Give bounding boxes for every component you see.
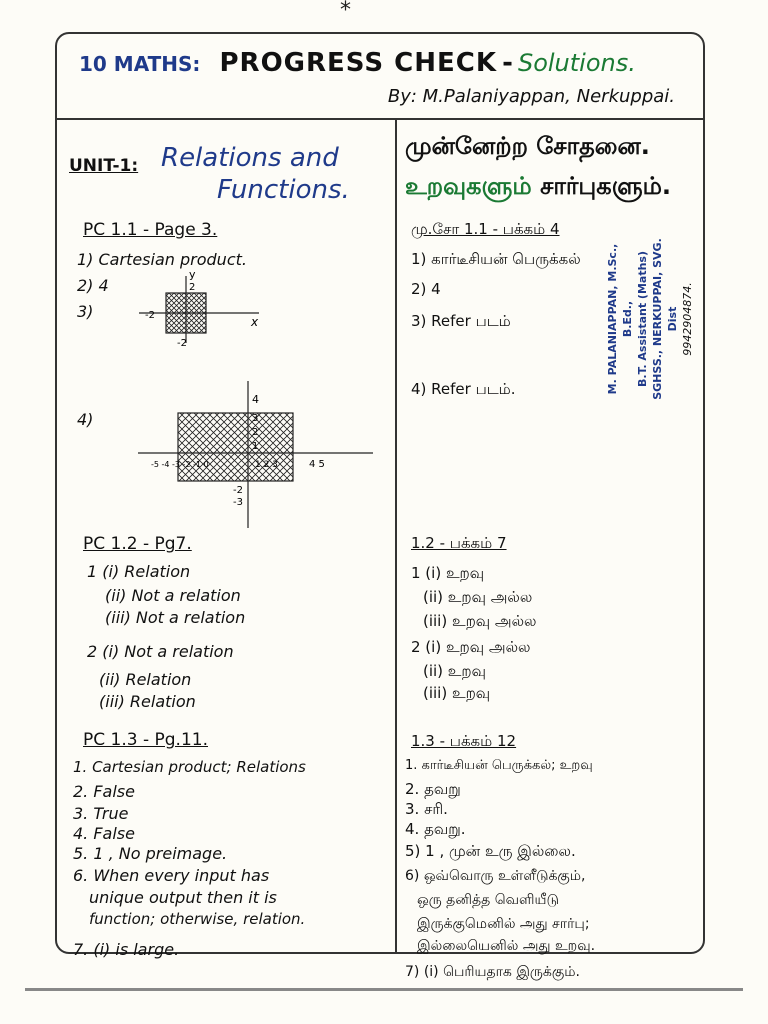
pc13-answer-4: 4. False [73,824,135,843]
ta-pc13-answer-7: 7) (i) பெரியதாக இருக்கும். [405,964,580,980]
page-frame [55,32,705,980]
ta-pc12-q1-ii: (ii) உறவு அல்ல [423,588,533,606]
column-divider [395,118,397,952]
stamp-phone: 9942904874. [681,282,694,356]
page-title: PROGRESS CHECK [219,48,497,78]
ta-pc13-answer-6c: இருக்குமெனில் அது சார்பு; [417,916,590,932]
ta-pc13-heading: 1.3 - பக்கம் 12 [411,732,517,750]
pc12-q1-ii: (ii) Not a relation [105,586,241,605]
pc12-q1-i: 1 (i) Relation [87,562,191,581]
small-x-label: x [251,315,259,329]
large-graph [133,373,383,533]
large-tick-1: 1 [252,441,259,452]
pc12-q2-iii: (iii) Relation [99,692,196,711]
ta-pc11-answer-1: 1) கார்டீசியன் பெருக்கல் [411,250,581,268]
unit-tag: UNIT-1: [69,156,139,176]
large-tick-neg2: -2 [233,485,243,496]
unit-title-line-2: Functions. [217,175,350,205]
ta-pc12-q2-iii: (iii) உறவு [423,684,491,702]
large-tick-neg3: -3 [233,497,243,508]
ta-pc11-heading: மு.சோ 1.1 - பக்கம் 4 [411,220,560,238]
large-tick-4: 4 [252,393,259,406]
large-tick-2: 2 [252,427,259,438]
ta-pc13-answer-2: 2. தவறு [405,780,461,798]
header-divider [57,118,703,120]
ta-pc13-answer-4: 4. தவறு. [405,820,466,838]
star-mark: * [340,0,351,23]
teacher-stamp [605,234,695,404]
ta-pc13-answer-6d: இல்லையெனில் அது உறவு. [417,938,596,954]
grade-label: 10 MATHS: [79,52,201,76]
ta-pc13-answer-6a: 6) ஒவ்வொரு உள்ளீடுக்கும், [405,868,586,884]
pc11-answer-1: 1) Cartesian product. [77,250,247,269]
ta-pc11-answer-2: 2) 4 [411,280,441,298]
stamp-line-3: SGHSS., NERKUPPAI, SVG. Dist [651,238,679,400]
large-x-negative-ticks: -5 -4 -3 -2 -1 0 [151,460,209,469]
small-tick-neg2-y: -2 [177,338,187,348]
pc13-answer-6a: 6. When every input has [73,866,270,885]
author-line: By: M.Palaniyappan, Nerkuppai. [387,86,675,107]
ta-pc13-answer-3: 3. சரி. [405,800,448,818]
pc11-answer-4: 4) [77,410,94,429]
large-hatched-region [178,413,293,481]
small-tick-neg2-x: -2 [145,310,155,321]
ta-pc11-answer-4: 4) Refer படம். [411,380,516,398]
tamil-heading-line-2 [405,166,671,206]
pc12-q2-ii: (ii) Relation [99,670,192,689]
solutions-label: Solutions. [517,49,636,77]
pc13-answer-3: 3. True [73,804,129,823]
ta-pc12-q2-i: 2 (i) உறவு அல்ல [411,638,531,656]
tamil-heading-line-1: முன்னேற்ற சோதனை. [405,132,650,160]
title-row [79,48,636,78]
page-bottom-edge [25,988,743,991]
tamil-heading-functions: சார்புகளும். [540,172,672,200]
tamil-heading-relations: உறவுகளும் [405,172,532,200]
large-x-ticks-4-5: 4 5 [309,459,325,470]
pc11-answer-3: 3) [77,302,94,321]
pc13-answer-5: 5. 1 , No preimage. [73,844,228,863]
small-y-label: y [189,268,196,281]
pc13-answer-1: 1. Cartesian product; Relations [73,758,306,776]
pc12-q2-i: 2 (i) Not a relation [87,642,234,661]
small-hatched-region [166,293,206,333]
stamp-line-2: B.T. Assistant (Maths) [636,251,649,387]
pc12-heading: PC 1.2 - Pg7. [83,534,192,554]
ta-pc13-answer-5: 5) 1 , முன் உரு இல்லை. [405,842,576,860]
pc13-answer-7: 7. (i) is large. [73,940,180,959]
pc13-answer-2: 2. False [73,782,135,801]
pc11-heading: PC 1.1 - Page 3. [83,220,218,240]
pc13-heading: PC 1.3 - Pg.11. [83,730,208,750]
ta-pc11-answer-3: 3) Refer படம் [411,312,511,330]
ta-pc13-answer-6b: ஒரு தனித்த வெளியீடு [417,892,559,908]
unit-title [161,142,350,206]
unit-title-line-1: Relations and [161,143,339,173]
pc13-answer-6b: unique output then it is [89,888,277,907]
pc13-answer-6c: function; otherwise, relation. [89,910,306,928]
pc11-answer-2: 2) 4 [77,276,109,295]
ta-pc12-q1-iii: (iii) உறவு அல்ல [423,612,537,630]
ta-pc12-q2-ii: (ii) உறவு [423,662,486,680]
ta-pc12-heading: 1.2 - பக்கம் 7 [411,534,507,552]
tamil-heading [405,126,671,206]
ta-pc13-answer-1: 1. கார்டீசியன் பெருக்கல்; உறவு [405,758,593,773]
pc12-q1-iii: (iii) Not a relation [105,608,246,627]
title-dash: - [502,48,513,78]
stamp-line-1: M. PALANIAPPAN, M.Sc., B.Ed., [606,243,634,395]
large-x-positive-ticks: 1 2 3 [255,460,278,470]
large-tick-3: 3 [252,413,259,424]
ta-pc12-q1-i: 1 (i) உறவு [411,564,485,582]
small-graph [129,268,279,348]
small-tick-2: 2 [189,282,196,293]
